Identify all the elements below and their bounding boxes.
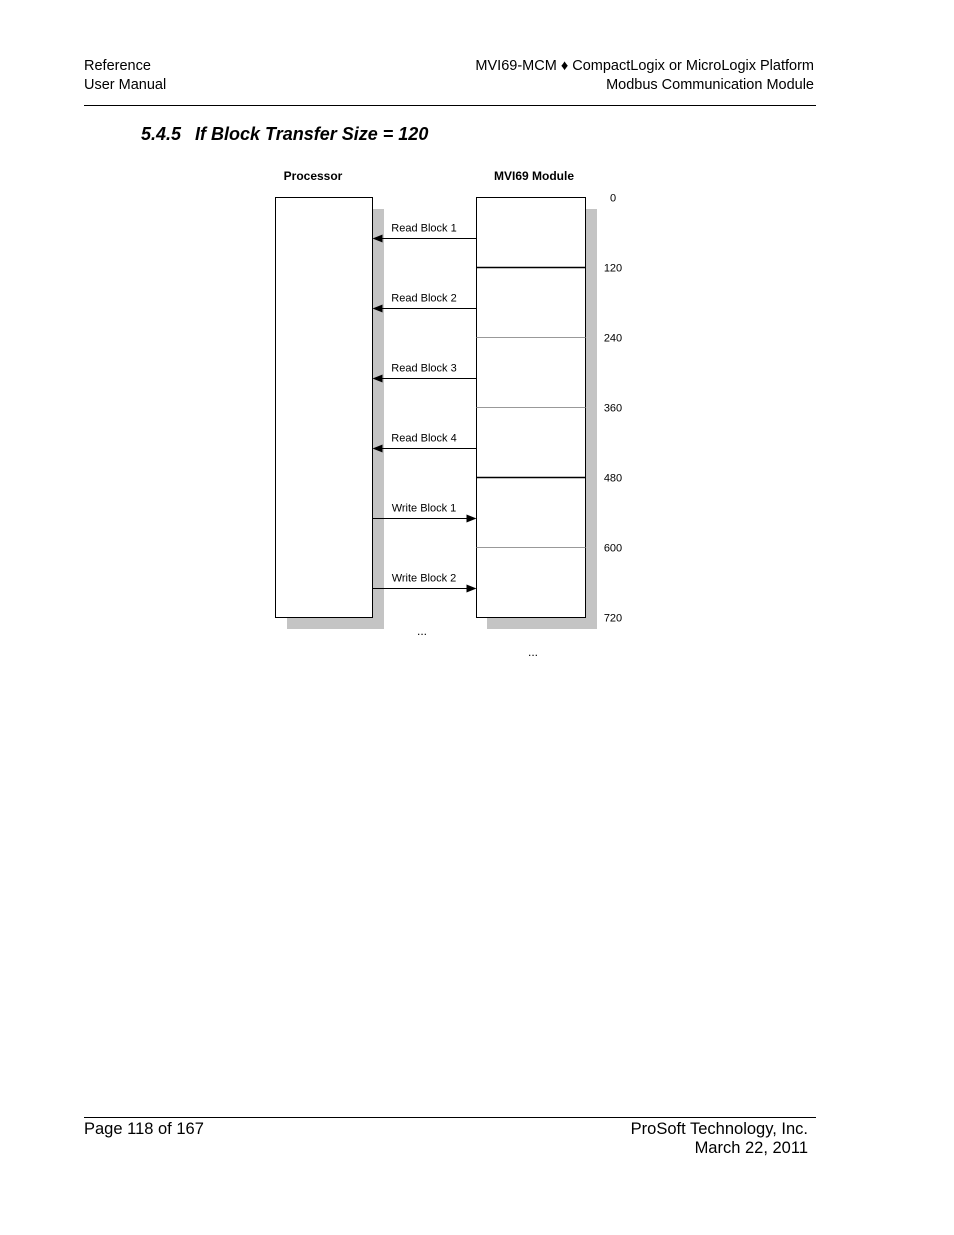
footer-company: ProSoft Technology, Inc.	[630, 1120, 808, 1138]
block-transfer-diagram	[260, 160, 640, 665]
header-rule	[84, 105, 816, 106]
offset-label: 720	[603, 612, 623, 625]
transfer-label: Read Block 2	[391, 292, 457, 305]
header-user-manual: User Manual	[84, 77, 167, 93]
offset-label: 600	[603, 542, 623, 555]
header-left	[84, 57, 166, 95]
offset-label: 240	[603, 332, 623, 345]
offset-label: 0	[609, 192, 617, 205]
header-reference: Reference	[84, 58, 151, 74]
header-product: MVI69-MCM ♦ CompactLogix or MicroLogix Platform	[475, 58, 814, 74]
header-right	[475, 57, 814, 95]
header-module: Modbus Communication Module	[606, 77, 814, 93]
offset-label: 480	[603, 472, 623, 485]
processor-label: Processor	[283, 169, 343, 183]
footer-rule	[84, 1117, 816, 1118]
section-title: If Block Transfer Size = 120	[195, 124, 429, 144]
processor-box	[276, 198, 373, 618]
transfer-label: Write Block 2	[391, 572, 457, 585]
transfer-label: Read Block 3	[391, 362, 457, 375]
transfer-label: Read Block 1	[391, 222, 457, 235]
footer-page: Page 118 of 167	[84, 1120, 204, 1138]
ellipsis-processor: ...	[416, 624, 428, 638]
footer-right	[631, 1120, 808, 1158]
offset-label: 360	[603, 402, 623, 415]
section-heading	[141, 124, 428, 145]
offset-label: 120	[603, 262, 623, 275]
transfer-label: Read Block 4	[391, 432, 457, 445]
footer-date: March 22, 2011	[694, 1139, 808, 1157]
section-number: 5.4.5	[141, 124, 182, 144]
ellipsis-module: ...	[527, 645, 539, 659]
module-label: MVI69 Module	[493, 169, 575, 183]
transfer-label: Write Block 1	[391, 502, 457, 515]
